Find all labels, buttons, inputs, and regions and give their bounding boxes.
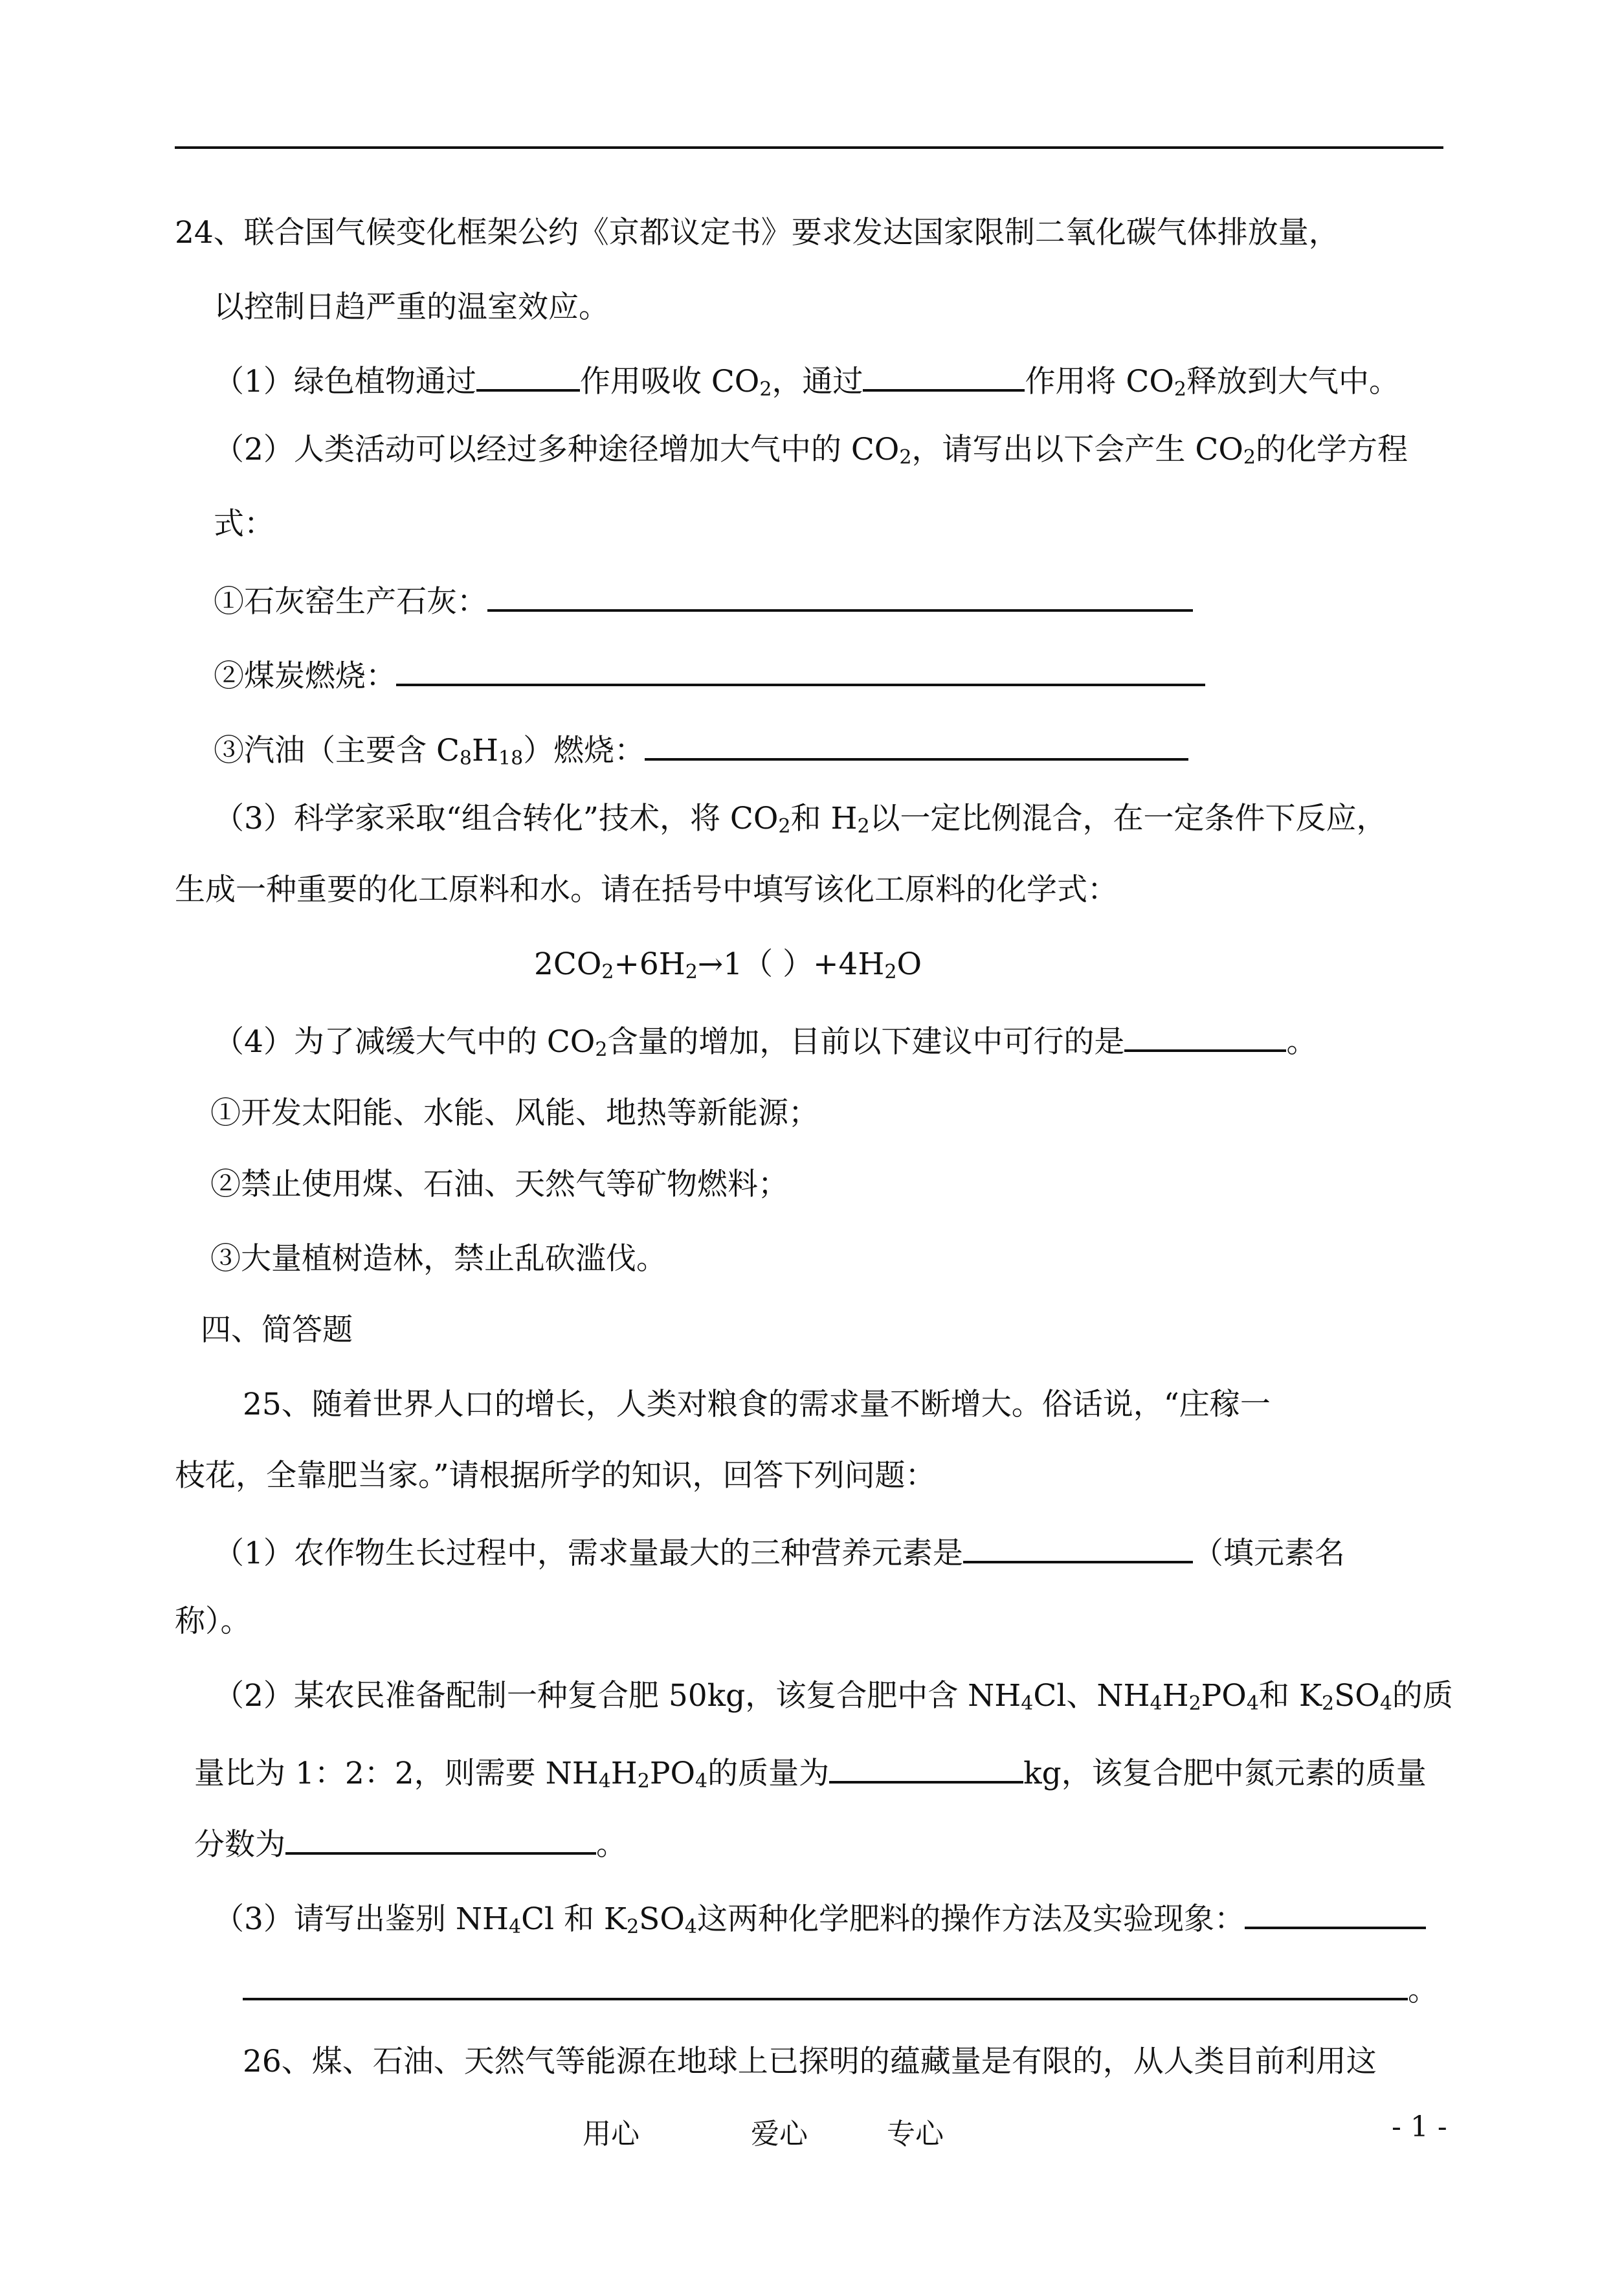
q24-item2: ②煤炭燃烧： xyxy=(214,654,1205,696)
footer-motto-left: 用心 xyxy=(583,2118,640,2151)
q24-part2: （2）人类活动可以经过多种途径增加大气中的 $CO_2$，请写出以下会产生 $CO_2$的化学方程 xyxy=(214,432,1408,469)
q25-part3: （3）请写出鉴别 $NH_4Cl$ 和 $K_2SO_4$这两种化学肥料的操作方法及实验现象： xyxy=(214,1897,1426,1939)
answer-blank[interactable] xyxy=(829,1751,1023,1784)
header-rule xyxy=(175,146,1443,149)
q25-line1: 25、随着世界人口的增长，人类对粮食的需求量不断增大。俗话说，“庄稼一 xyxy=(243,1387,1271,1422)
q25-part2-line2: 量比为 1：2：2，则需要 $NH_4H_2PO_4$的质量为 kg，该复合肥中氮元素的质量 xyxy=(194,1751,1427,1793)
q24-option2: ②禁止使用煤、石油、天然气等矿物燃料； xyxy=(210,1167,788,1202)
q25-line2: 枝花，全靠肥当家。”请根据所学的知识，回答下列问题： xyxy=(175,1458,936,1493)
q25-part1-cont: 称）。 xyxy=(175,1604,251,1639)
footer-motto-right: 专心 xyxy=(887,2118,944,2151)
page-number: - 1 - xyxy=(1392,2110,1447,2143)
q24-item1: ①石灰窑生产石灰： xyxy=(214,579,1193,621)
q24-line2: 以控制日趋严重的温室效应。 xyxy=(214,289,609,325)
section-heading: 四、简答题 xyxy=(201,1312,353,1348)
q24-part3: （3）科学家采取“组合转化”技术，将 $CO_2$和 $H_2$以一定比例混合，在一定条件下反应， xyxy=(214,801,1387,838)
q24-part3-cont: 生成一种重要的化工原料和水。请在括号中填写该化工原料的化学式： xyxy=(175,872,1118,908)
answer-blank[interactable] xyxy=(285,1822,596,1855)
q24-part2-cont: 式： xyxy=(214,506,274,542)
q24-option1: ①开发太阳能、水能、风能、地热等新能源； xyxy=(210,1095,819,1131)
answer-blank[interactable] xyxy=(243,1968,1408,2000)
answer-blank[interactable] xyxy=(1245,1897,1426,1929)
answer-blank[interactable] xyxy=(645,728,1188,761)
chemical-equation: $2CO_2+6H_2\to 1$（ ）$+4H_2O$ xyxy=(534,946,922,983)
answer-blank[interactable] xyxy=(1124,1020,1286,1052)
q24-line1: 24、联合国气候变化框架公约《京都议定书》要求发达国家限制二氧化碳气体排放量， xyxy=(175,215,1339,251)
q25-part2: （2）某农民准备配制一种复合肥 50kg，该复合肥中含 $NH_4Cl$、$NH_4H_2PO_4$和 $K_2SO_4$的质 xyxy=(214,1678,1453,1715)
q24-part4: （4）为了减缓大气中的 $CO_2$含量的增加，目前以下建议中可行的是 。 xyxy=(214,1020,1317,1062)
q25-part1: （1）农作物生长过程中，需求量最大的三种营养元素是 （填元素名 xyxy=(214,1531,1345,1573)
q24-option3: ③大量植树造林，禁止乱砍滥伐。 xyxy=(210,1241,667,1277)
footer-motto-middle: 爱心 xyxy=(751,2118,808,2151)
answer-blank[interactable] xyxy=(396,654,1205,686)
q25-part3-cont: 。 xyxy=(243,1968,1438,2010)
q24-item3: ③汽油（主要含 $C_8H_{18}$）燃烧： xyxy=(214,728,1188,770)
q24-part1: （1）绿色植物通过 作用吸收 $CO_2$，通过 作用将 $CO_2$释放到大气中。 xyxy=(214,359,1399,401)
answer-blank[interactable] xyxy=(476,359,580,392)
answer-blank[interactable] xyxy=(487,579,1193,612)
q26-line1: 26、煤、石油、天然气等能源在地球上已探明的蕴藏量是有限的，从人类目前利用这 xyxy=(243,2044,1377,2079)
answer-blank[interactable] xyxy=(863,359,1025,392)
answer-blank[interactable] xyxy=(963,1531,1193,1563)
q25-part2-line3: 分数为 。 xyxy=(194,1822,627,1864)
